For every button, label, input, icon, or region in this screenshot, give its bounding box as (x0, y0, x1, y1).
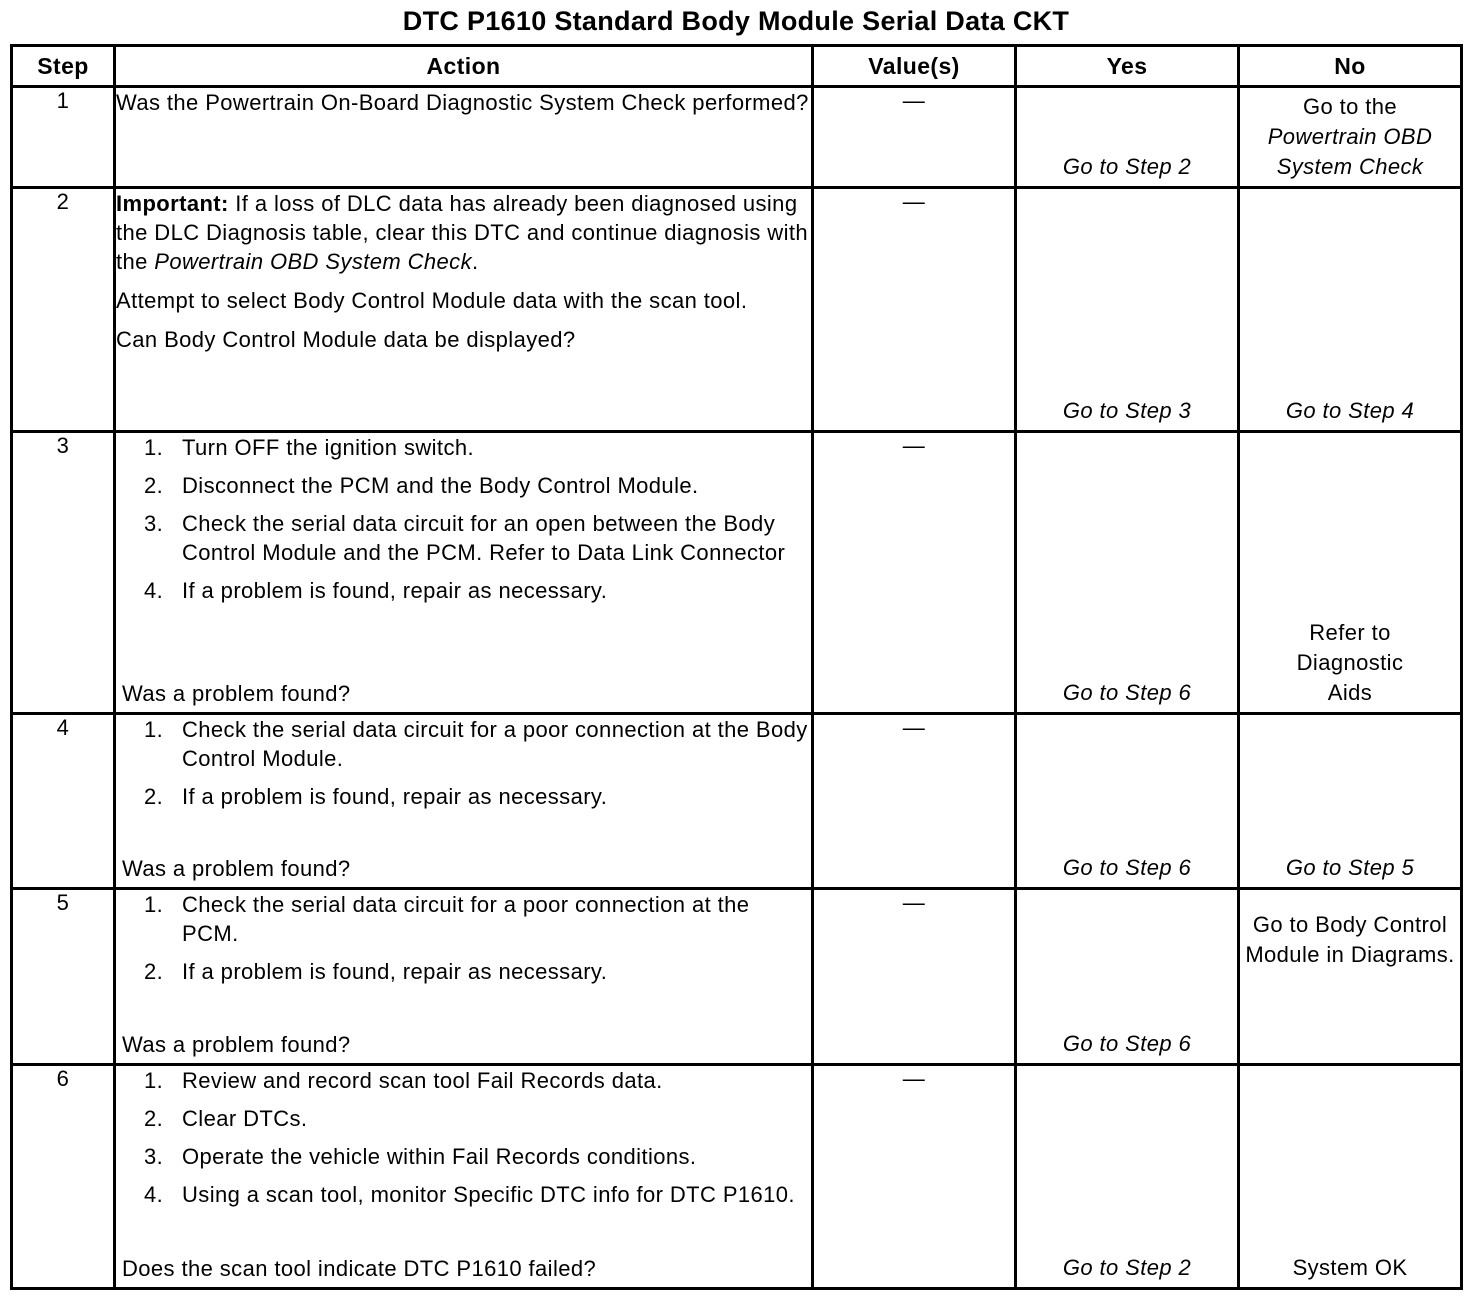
list-item: 2. Clear DTCs. (144, 1106, 308, 1131)
header-step: Step (12, 46, 115, 87)
action-instruction: Attempt to select Body Control Module data with the scan tool. (116, 288, 748, 313)
action-cell (115, 188, 813, 432)
important-label: Important: (116, 191, 229, 216)
list-item: 1. Check the serial data circuit for a poor connection at the PCM. (144, 892, 750, 946)
header-yes: Yes (1016, 46, 1239, 87)
action-steps (116, 433, 811, 605)
important-link[interactable]: Powertrain OBD System Check (154, 249, 472, 274)
yes-cell (1016, 432, 1239, 714)
no-link[interactable]: Go to Step 4 (1285, 398, 1415, 423)
yes-link[interactable]: Go to Step 3 (1062, 398, 1192, 423)
yes-link[interactable]: Go to Step 6 (1062, 1031, 1192, 1056)
no-link[interactable]: System OK (1292, 1255, 1408, 1280)
action-question: Was the Powertrain On-Board Diagnostic System Check performed? (116, 90, 809, 115)
yes-link[interactable]: Go to Step 6 (1062, 855, 1192, 880)
step-number: 1 (12, 87, 115, 188)
yes-cell (1016, 87, 1239, 188)
action-question: Does the scan tool indicate DTC P1610 failed? (122, 1256, 597, 1281)
step-number: 3 (12, 432, 115, 714)
action-steps (116, 715, 811, 811)
table-row-step-4 (12, 714, 1462, 889)
list-item: 4. If a problem is found, repair as necessary. (144, 578, 608, 603)
important-text: If a loss of DLC data has already been diagnosed using the DLC Diagnosis table, clear this DTC and continue diagnosis with the (116, 191, 809, 274)
no-link[interactable]: Go to Step 5 (1285, 855, 1415, 880)
value-cell: — (813, 432, 1016, 714)
yes-cell (1016, 1065, 1239, 1289)
value-cell: — (813, 87, 1016, 188)
yes-cell (1016, 188, 1239, 432)
no-cell (1239, 188, 1462, 432)
list-item: 2. If a problem is found, repair as necessary. (144, 784, 608, 809)
list-item: 3. Check the serial data circuit for an open between the Body Control Module and the PCM. Refer to Data Link Connector (144, 511, 786, 565)
yes-cell (1016, 714, 1239, 889)
yes-cell (1016, 889, 1239, 1065)
action-question: Was a problem found? (122, 1032, 351, 1057)
important-note (116, 189, 811, 276)
action-cell (115, 432, 813, 714)
no-link[interactable]: Go to Body Control Module in Diagrams. (1245, 912, 1455, 967)
list-item: 1. Turn OFF the ignition switch. (144, 435, 474, 460)
diagnostic-table (10, 44, 1463, 1290)
no-cell (1239, 87, 1462, 188)
action-question: Was a problem found? (122, 681, 351, 706)
no-cell (1239, 1065, 1462, 1289)
list-item: 2. If a problem is found, repair as necessary. (144, 959, 608, 984)
table-row-step-5 (12, 889, 1462, 1065)
value-cell: — (813, 714, 1016, 889)
action-cell (115, 87, 813, 188)
table-row-step-6 (12, 1065, 1462, 1289)
action-cell (115, 714, 813, 889)
no-cell (1239, 432, 1462, 714)
list-item: 1. Review and record scan tool Fail Records data. (144, 1068, 663, 1093)
step-number: 2 (12, 188, 115, 432)
action-steps (116, 1066, 811, 1209)
value-cell: — (813, 188, 1016, 432)
table-row-step-3 (12, 432, 1462, 714)
header-no: No (1239, 46, 1462, 87)
action-question: Was a problem found? (122, 856, 351, 881)
header-values: Value(s) (813, 46, 1016, 87)
table-row-step-2 (12, 188, 1462, 432)
no-cell (1239, 889, 1462, 1065)
no-link[interactable] (1240, 92, 1460, 182)
no-text-link: Powertrain OBD System Check (1267, 124, 1433, 179)
step-number: 5 (12, 889, 115, 1065)
list-item: 4. Using a scan tool, monitor Specific DTC info for DTC P1610. (144, 1182, 795, 1207)
list-item: 1. Check the serial data circuit for a poor connection at the Body Control Module. (144, 717, 808, 771)
no-link[interactable]: Refer to Diagnostic Aids (1296, 620, 1404, 705)
yes-link[interactable]: Go to Step 6 (1062, 680, 1192, 705)
action-cell (115, 1065, 813, 1289)
list-item: 2. Disconnect the PCM and the Body Control Module. (144, 473, 699, 498)
list-item: 3. Operate the vehicle within Fail Records conditions. (144, 1144, 697, 1169)
no-text-lead: Go to the (1302, 94, 1398, 119)
yes-link[interactable]: Go to Step 2 (1062, 1255, 1192, 1280)
header-action: Action (115, 46, 813, 87)
action-steps (116, 890, 811, 986)
table-row-step-1 (12, 87, 1462, 188)
no-cell (1239, 714, 1462, 889)
action-question: Can Body Control Module data be displayed? (116, 327, 576, 352)
page-title: DTC P1610 Standard Body Module Serial Data CKT (402, 6, 1070, 36)
important-end: . (471, 249, 479, 274)
yes-link[interactable]: Go to Step 2 (1062, 154, 1192, 179)
action-cell (115, 889, 813, 1065)
step-number: 6 (12, 1065, 115, 1289)
value-cell: — (813, 889, 1016, 1065)
header-row (12, 46, 1462, 87)
value-cell: — (813, 1065, 1016, 1289)
step-number: 4 (12, 714, 115, 889)
